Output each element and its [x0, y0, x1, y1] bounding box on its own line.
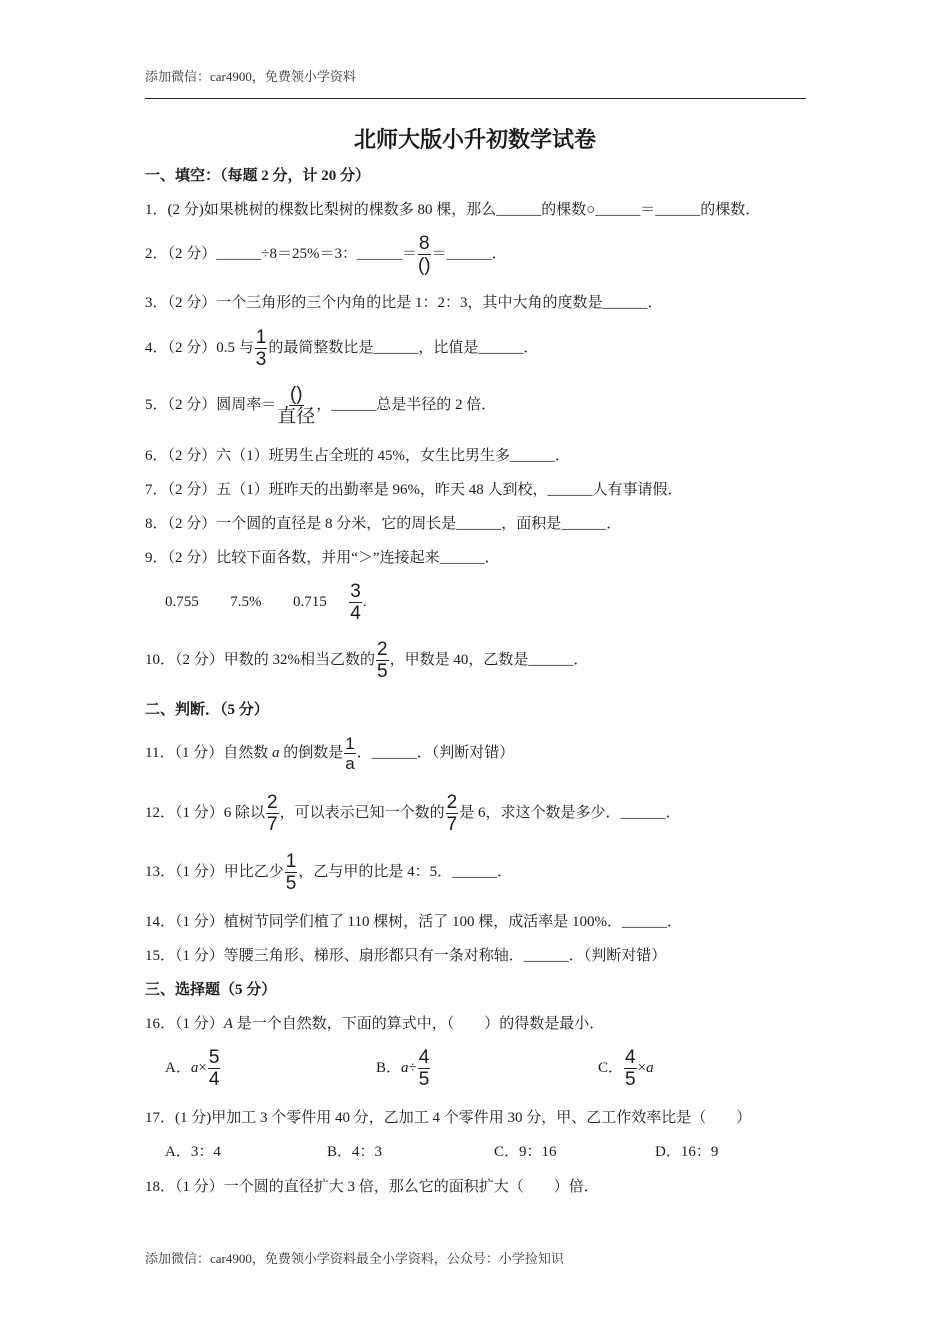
question-9: 9．（2 分）比较下面各数，并用“＞”连接起来______．	[145, 550, 500, 566]
fraction: $\frac{3}{4}$	[350, 581, 361, 624]
question-17-option-c[interactable]: C．9：16	[494, 1144, 557, 1160]
question-10-text-a: 10．（2 分）甲数的 32%相当乙数的	[145, 651, 375, 668]
question-16-text-a: 16．（1 分）	[145, 1016, 224, 1032]
fraction: $\frac{1}{5}$	[285, 851, 297, 894]
option-label: A．	[165, 1059, 191, 1076]
question-11	[145, 735, 514, 772]
question-12-text-c: 是 6，求这个数是多少．______．	[459, 804, 681, 821]
number-value: 7.5%	[230, 593, 262, 610]
fraction: $\frac{4}{5}$	[418, 1047, 430, 1090]
question-2	[145, 234, 507, 275]
question-6: 6．（2 分）六（1）班男生占全班的 45%，女生比男生多______．	[145, 448, 570, 464]
header-rule	[145, 98, 806, 99]
section-heading-judge: 二、判断．（5 分）	[145, 702, 269, 718]
question-4	[145, 328, 538, 369]
fraction: $\frac{2}{5}$	[377, 639, 388, 682]
question-14: 14．（1 分）植树节同学们植了 110 棵树，活了 100 棵，成活率是 100%．______．	[145, 914, 682, 930]
footer-note: 添加微信：car4900，免费领小学资料最全小学资料，公众号：小学捡知识	[145, 1251, 564, 1266]
question-13-text-a: 13．（1 分）甲比乙少	[145, 863, 284, 880]
question-2-text-a: 2．（2 分）______÷8＝25%＝3：______＝	[145, 245, 417, 262]
question-16-option-c[interactable]	[598, 1048, 654, 1089]
question-3: 3．（2 分）一个三角形的三个内角的比是 1：2：3，其中大角的度数是______．	[145, 295, 663, 311]
question-16-text-b: 是一个自然数，下面的算式中，（ ）的得数是最小．	[232, 1016, 605, 1032]
question-18: 18．（1 分）一个圆的直径扩大 3 倍，那么它的面积扩大（ ）倍．	[145, 1179, 599, 1195]
question-17-option-a[interactable]: A．3：4	[165, 1144, 221, 1160]
question-1: 1．(2 分)如果桃树的棵数比梨树的棵数多 80 棵，那么______的棵数○______＝______的棵数．	[145, 202, 761, 218]
question-12-text-b: ，可以表示已知一个数的	[279, 804, 445, 821]
variable: a	[190, 1059, 199, 1076]
operator: ÷	[408, 1059, 417, 1076]
question-16-option-b[interactable]	[376, 1048, 431, 1089]
question-5-text-a: 5．（2 分）圆周率＝	[145, 396, 277, 413]
fraction: $\frac{2}{7}$	[267, 792, 278, 835]
variable: a	[646, 1059, 654, 1076]
question-7: 7．（2 分）五（1）班昨天的出勤率是 96%，昨天 48 人到校，______人有事请假．	[145, 482, 683, 498]
variable: A	[223, 1016, 233, 1032]
number-value: 0.755	[165, 593, 199, 610]
question-2-text-b: ＝______．	[431, 245, 507, 262]
question-15: 15．（1 分）等腰三角形、梯形、扇形都只有一条对称轴．______．（判断对错）	[145, 948, 667, 964]
question-12-text-a: 12．（1 分）6 除以	[145, 804, 266, 821]
period: .	[362, 593, 367, 610]
question-13-text-b: ，乙与甲的比是 4：5．______．	[298, 863, 513, 880]
question-10-text-b: ，甲数是 40，乙数是______．	[389, 651, 589, 668]
question-17: 17．(1 分)甲加工 3 个零件用 40 分，乙加工 4 个零件用 30 分，甲、乙工作效率比是（ ）	[145, 1110, 752, 1126]
fraction: $\frac{1}{3}$	[255, 327, 267, 370]
question-4-text-b: 的最简整数比是______，比值是______．	[268, 339, 539, 356]
question-10	[145, 640, 588, 681]
question-5-text-b: ，______总是半径的 2 倍．	[316, 396, 497, 413]
operator: ×	[198, 1059, 207, 1076]
question-11-text-a2: 的倒数是	[279, 744, 344, 761]
question-17-option-d[interactable]: D．16：9	[655, 1144, 719, 1160]
question-5	[145, 385, 496, 426]
question-12	[145, 793, 680, 834]
fraction: $\frac{1}{a}$	[345, 734, 355, 773]
option-label: B．	[376, 1059, 402, 1076]
question-11-text-a: 11．（1 分）自然数	[145, 744, 272, 761]
page-title: 北师大版小升初数学试卷	[353, 127, 596, 152]
question-8: 8．（2 分）一个圆的直径是 8 分米，它的周长是______，面积是______．	[145, 516, 622, 532]
number-value: 0.715	[293, 593, 327, 610]
variable: a	[401, 1059, 409, 1076]
question-4-text-a: 4．（2 分）0.5 与	[145, 339, 254, 356]
question-16	[145, 1012, 604, 1033]
section-heading-fill: 一、填空：（每题 2 分，计 20 分）	[145, 168, 371, 184]
section-heading-choice: 三、选择题（5 分）	[145, 982, 277, 998]
question-9-numbers	[165, 582, 367, 623]
variable: a	[271, 744, 280, 761]
question-16-option-a[interactable]	[165, 1048, 221, 1089]
question-17-option-b[interactable]: B．4：3	[327, 1144, 383, 1160]
question-11-text-b: ．______．（判断对错）	[356, 744, 515, 761]
fraction: $\frac{()}{\text{直径}}$	[277, 384, 316, 427]
fraction: $\frac{2}{7}$	[446, 792, 458, 835]
header-note: 添加微信：car4900，免费领小学资料	[145, 69, 356, 84]
fraction: $\frac{4}{5}$	[625, 1047, 636, 1090]
option-label: C．	[598, 1059, 624, 1076]
fraction: $\frac{5}{4}$	[208, 1047, 220, 1090]
operator: ×	[637, 1059, 647, 1076]
fraction: $\frac{8}{()}$	[417, 233, 431, 276]
question-13	[145, 852, 512, 893]
